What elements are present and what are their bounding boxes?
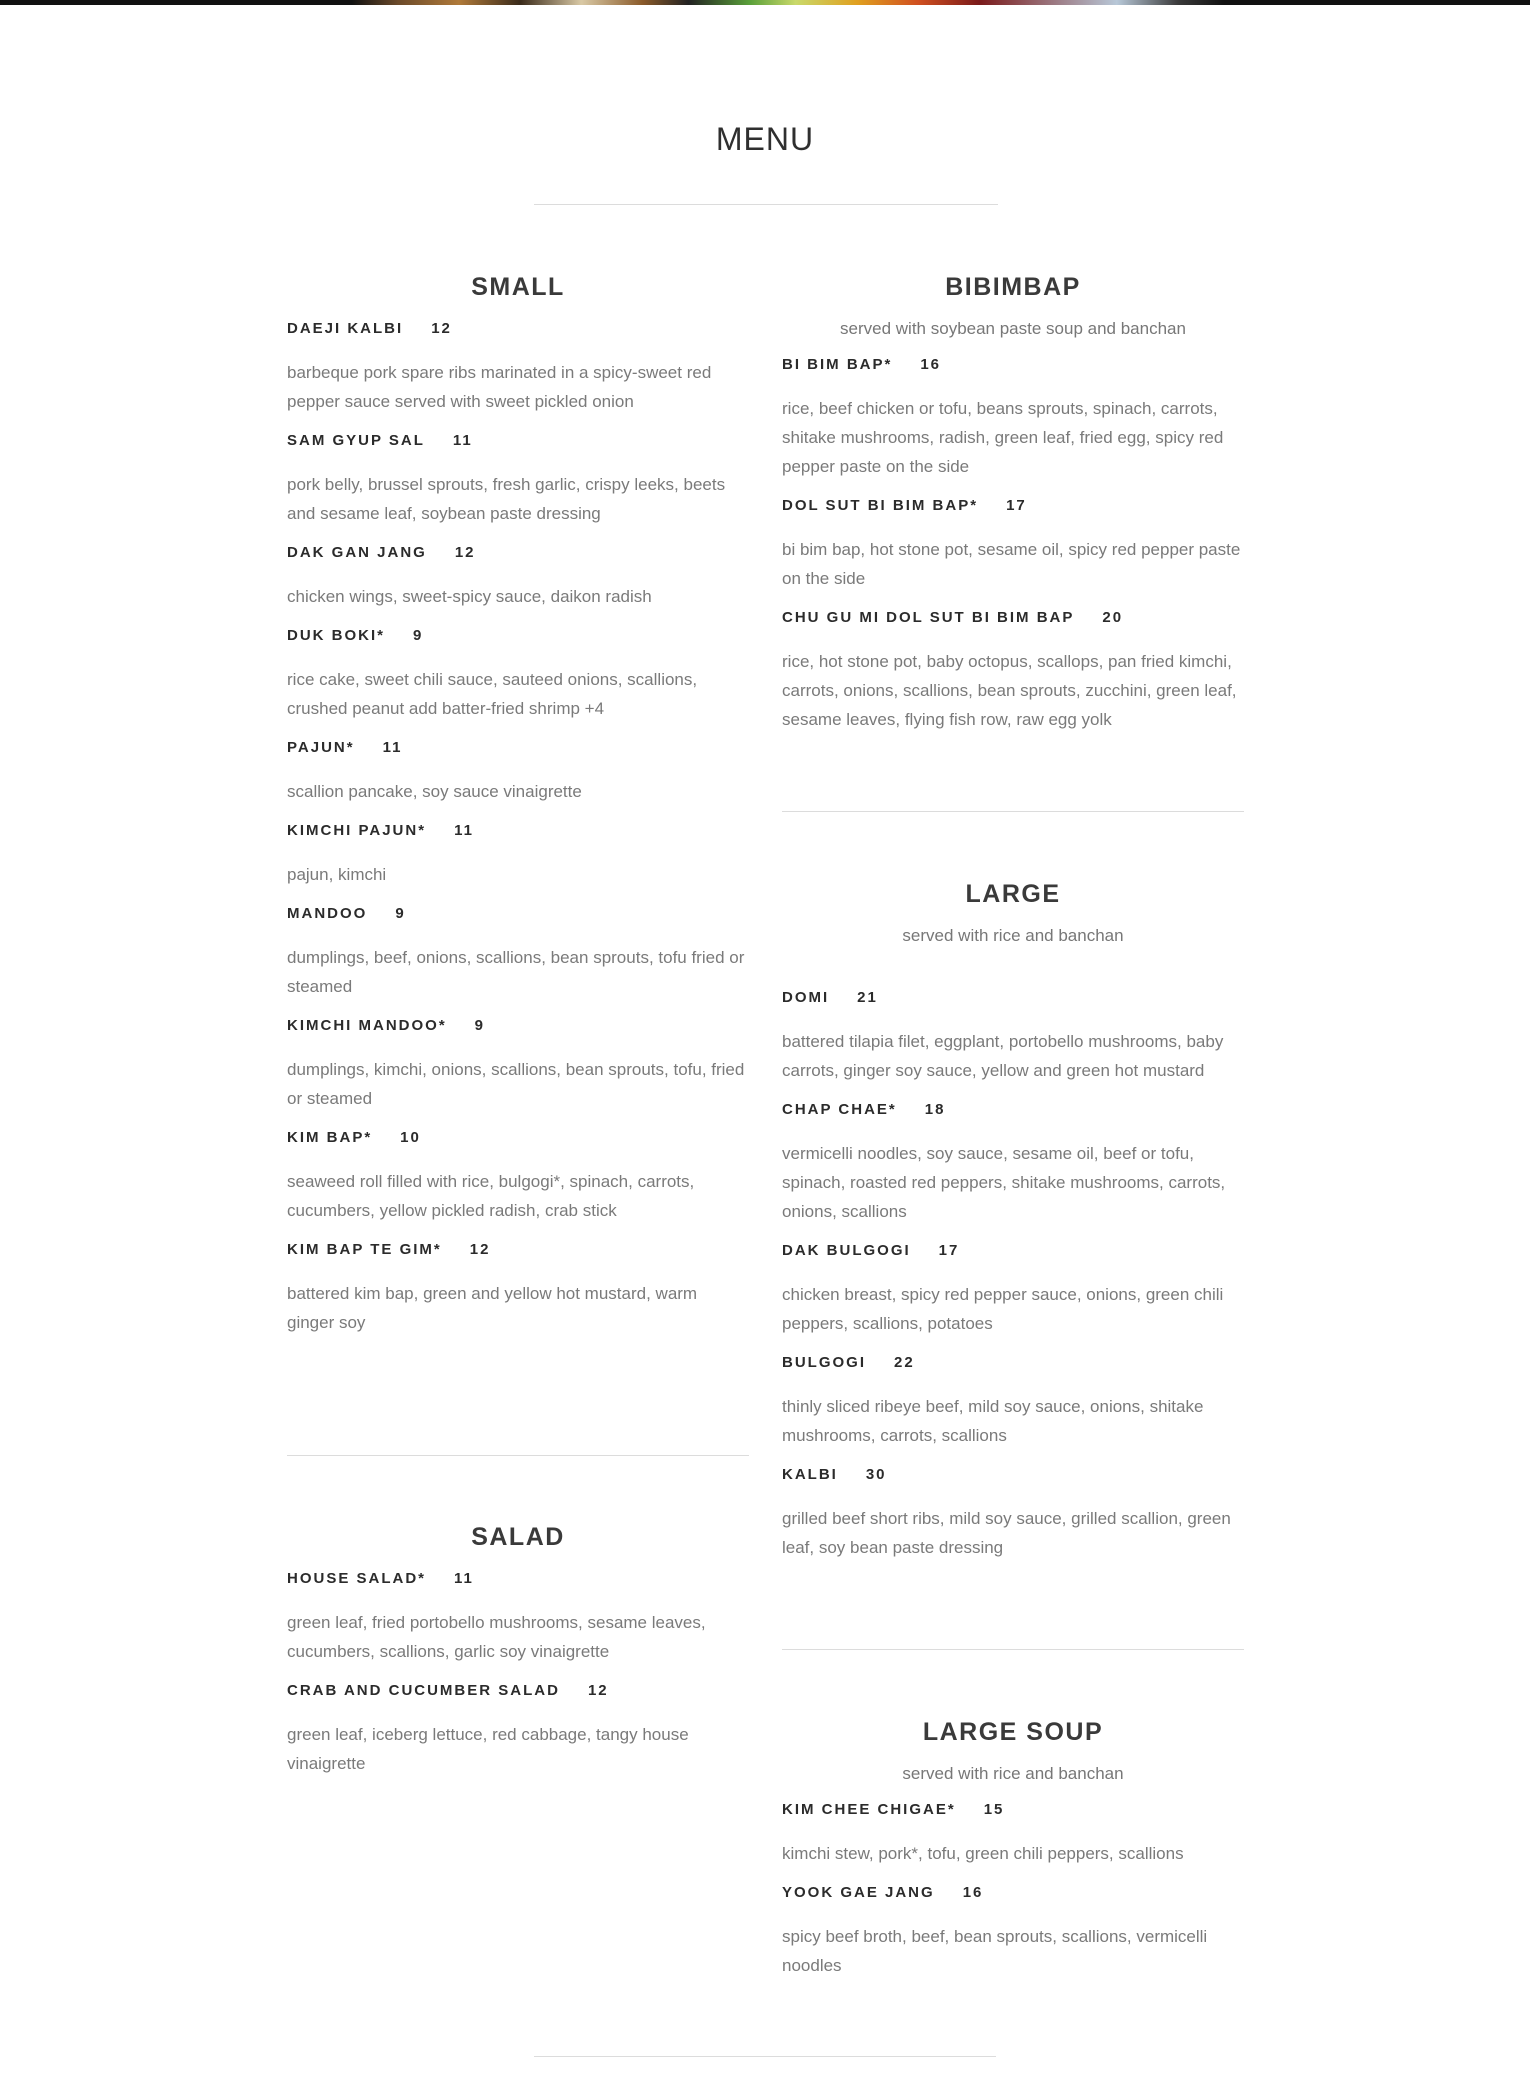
header-photo-strip xyxy=(0,0,1530,5)
menu-item-price: 11 xyxy=(382,739,403,756)
menu-item-description: green leaf, fried portobello mushrooms, sesame leaves, cucumbers, scallions, garlic soy vinaigrette xyxy=(287,1613,706,1661)
menu-item-name: MANDOO xyxy=(287,905,368,922)
section-large xyxy=(782,877,1244,1572)
menu-item-price: 16 xyxy=(962,1884,984,1901)
menu-item-name: DAK GAN JANG xyxy=(287,544,427,561)
section-salad xyxy=(287,1520,749,1788)
section-title: LARGE SOUP xyxy=(922,1718,1104,1746)
menu-item-description: pork belly, brussel sprouts, fresh garlic, crispy leeks, beets and sesame leaf, soybean paste dressing xyxy=(287,475,726,523)
menu-item-description: thinly sliced ribeye beef, mild soy sauce, onions, shitake mushrooms, carrots, scallions xyxy=(782,1397,1204,1445)
menu-item-header xyxy=(287,820,749,842)
menu-item-description: grilled beef short ribs, mild soy sauce, grilled scallion, green leaf, soy bean paste dressing xyxy=(782,1509,1231,1557)
section-title: SALAD xyxy=(471,1523,565,1551)
menu-item-price: 9 xyxy=(474,1017,486,1034)
menu-item-price: 12 xyxy=(431,320,452,337)
menu-item-price: 22 xyxy=(894,1354,915,1371)
menu-item-price: 18 xyxy=(924,1101,946,1118)
section-small xyxy=(287,270,749,1347)
menu-item-description: rice cake, sweet chili sauce, sauteed onions, scallions, crushed peanut add batter-fried shrimp +4 xyxy=(287,670,698,718)
menu-item-description: barbeque pork spare ribs marinated in a spicy-sweet red pepper sauce served with sweet pickled onion xyxy=(287,363,712,411)
menu-item-price: 11 xyxy=(454,822,474,839)
menu-item-name: KIMCHI MANDOO* xyxy=(287,1017,447,1034)
menu-item-price: 11 xyxy=(452,432,473,449)
menu-item-description: battered tilapia filet, eggplant, portobello mushrooms, baby carrots, ginger soy sauce, yellow and green hot mustard xyxy=(782,1032,1224,1080)
page-title: MENU xyxy=(715,121,815,158)
menu-item-description: kimchi stew, pork*, tofu, green chili peppers, scallions xyxy=(782,1844,1184,1863)
menu-item-header xyxy=(782,354,1244,376)
menu-item-price: 12 xyxy=(454,544,476,561)
menu-item-header xyxy=(782,1882,1244,1904)
menu-item-header xyxy=(287,1127,749,1149)
menu-item-name: KALBI xyxy=(782,1466,838,1483)
menu-item-header xyxy=(782,1240,1244,1262)
menu-item-name: SAM GYUP SAL xyxy=(287,432,425,449)
menu-item-description: bi bim bap, hot stone pot, sesame oil, spicy red pepper paste on the side xyxy=(782,540,1241,588)
menu-item-description: rice, hot stone pot, baby octopus, scallops, pan fried kimchi, carrots, onions, scallions, bean sprouts, zucchini, green leaf, sesame leaves, flying fish row, raw egg yolk xyxy=(782,652,1237,729)
menu-item-name: KIM CHEE CHIGAE* xyxy=(782,1801,956,1818)
section-divider xyxy=(782,1649,1244,1650)
menu-item-header xyxy=(782,1464,1244,1486)
section-large-soup xyxy=(782,1715,1244,1990)
section-divider xyxy=(287,1455,749,1456)
menu-item-header xyxy=(782,1099,1244,1121)
menu-item-description: battered kim bap, green and yellow hot mustard, warm ginger soy xyxy=(287,1284,698,1332)
menu-item-description: seaweed roll filled with rice, bulgogi*, spinach, carrots, cucumbers, yellow pickled radish, crab stick xyxy=(287,1172,695,1220)
menu-item-price: 10 xyxy=(400,1129,421,1146)
menu-item-name: BULGOGI xyxy=(782,1354,866,1371)
menu-item-price: 11 xyxy=(454,1570,474,1587)
footer-divider xyxy=(534,2056,996,2057)
menu-item-header xyxy=(287,430,749,452)
menu-item-description: green leaf, iceberg lettuce, red cabbage, tangy house vinaigrette xyxy=(287,1725,689,1773)
menu-item-name: HOUSE SALAD* xyxy=(287,1570,427,1587)
menu-item-description: rice, beef chicken or tofu, beans sprouts, spinach, carrots, shitake mushrooms, radish, green leaf, fried egg, spicy red pepper paste on the side xyxy=(782,399,1224,476)
menu-item-header xyxy=(287,1015,749,1037)
menu-item-price: 21 xyxy=(857,989,878,1006)
menu-item-header xyxy=(782,1352,1244,1374)
section-subtitle: served with rice and banchan xyxy=(902,926,1124,945)
section-title: LARGE xyxy=(965,880,1061,908)
menu-item-name: DOL SUT BI BIM BAP* xyxy=(782,497,979,514)
section-title: SMALL xyxy=(471,273,565,301)
menu-item-price: 12 xyxy=(587,1682,609,1699)
menu-item-price: 15 xyxy=(983,1801,1005,1818)
menu-item-name: DUK BOKI* xyxy=(287,627,386,644)
menu-item-header xyxy=(287,903,749,925)
menu-item-price: 9 xyxy=(395,905,406,922)
menu-item-name: KIM BAP* xyxy=(287,1129,373,1146)
section-bibimbap xyxy=(782,270,1244,744)
menu-item-description: dumplings, beef, onions, scallions, bean sprouts, tofu fried or steamed xyxy=(287,948,745,996)
menu-item-description: vermicelli noodles, soy sauce, sesame oil, beef or tofu, spinach, roasted red peppers, shitake mushrooms, carrots, onions, scallions xyxy=(782,1144,1226,1221)
menu-item-name: KIM BAP TE GIM* xyxy=(287,1241,442,1258)
item-list xyxy=(287,318,749,1337)
menu-item-description: spicy beef broth, beef, bean sprouts, scallions, vermicelli noodles xyxy=(782,1927,1208,1975)
menu-item-name: DAEJI KALBI xyxy=(287,320,404,337)
menu-item-price: 17 xyxy=(938,1242,960,1259)
menu-item-description: chicken wings, sweet-spicy sauce, daikon radish xyxy=(287,587,652,606)
menu-item-header xyxy=(782,607,1244,629)
item-list xyxy=(782,354,1244,734)
menu-item-name: CHAP CHAE* xyxy=(782,1101,897,1118)
menu-item-header xyxy=(782,495,1244,517)
menu-item-price: 12 xyxy=(469,1241,491,1258)
menu-item-header xyxy=(287,542,749,564)
menu-item-name: KIMCHI PAJUN* xyxy=(287,822,427,839)
title-divider xyxy=(534,204,998,205)
menu-item-name: PAJUN* xyxy=(287,739,355,756)
menu-item-description: dumplings, kimchi, onions, scallions, bean sprouts, tofu, fried or steamed xyxy=(287,1060,745,1108)
section-subtitle: served with soybean paste soup and banchan xyxy=(840,319,1186,338)
item-list xyxy=(287,1568,749,1778)
item-list xyxy=(782,1799,1244,1980)
menu-item-header xyxy=(287,1568,749,1590)
menu-item-name: YOOK GAE JANG xyxy=(782,1884,935,1901)
menu-item-name: CHU GU MI DOL SUT BI BIM BAP xyxy=(782,609,1075,626)
menu-item-header xyxy=(782,987,1244,1009)
menu-item-price: 16 xyxy=(920,356,942,373)
menu-item-price: 30 xyxy=(865,1466,887,1483)
menu-item-description: chicken breast, spicy red pepper sauce, onions, green chili peppers, scallions, potatoes xyxy=(782,1285,1224,1333)
menu-item-name: DOMI xyxy=(782,989,830,1006)
menu-item-header xyxy=(287,1239,749,1261)
section-title: BIBIMBAP xyxy=(945,273,1081,301)
item-list xyxy=(782,987,1244,1562)
menu-item-header xyxy=(287,1680,749,1702)
menu-item-header xyxy=(287,318,749,340)
menu-item-header xyxy=(287,625,749,647)
menu-item-price: 17 xyxy=(1006,497,1027,514)
menu-item-name: CRAB AND CUCUMBER SALAD xyxy=(287,1682,560,1699)
menu-item-name: BI BIM BAP* xyxy=(782,356,893,373)
menu-item-price: 9 xyxy=(413,627,424,644)
menu-item-header xyxy=(287,737,749,759)
menu-item-price: 20 xyxy=(1102,609,1124,626)
menu-item-name: DAK BULGOGI xyxy=(782,1242,911,1259)
menu-item-description: scallion pancake, soy sauce vinaigrette xyxy=(287,782,582,801)
section-divider xyxy=(782,811,1244,812)
menu-item-description: pajun, kimchi xyxy=(287,865,387,884)
section-subtitle: served with rice and banchan xyxy=(902,1764,1124,1783)
menu-item-header xyxy=(782,1799,1244,1821)
